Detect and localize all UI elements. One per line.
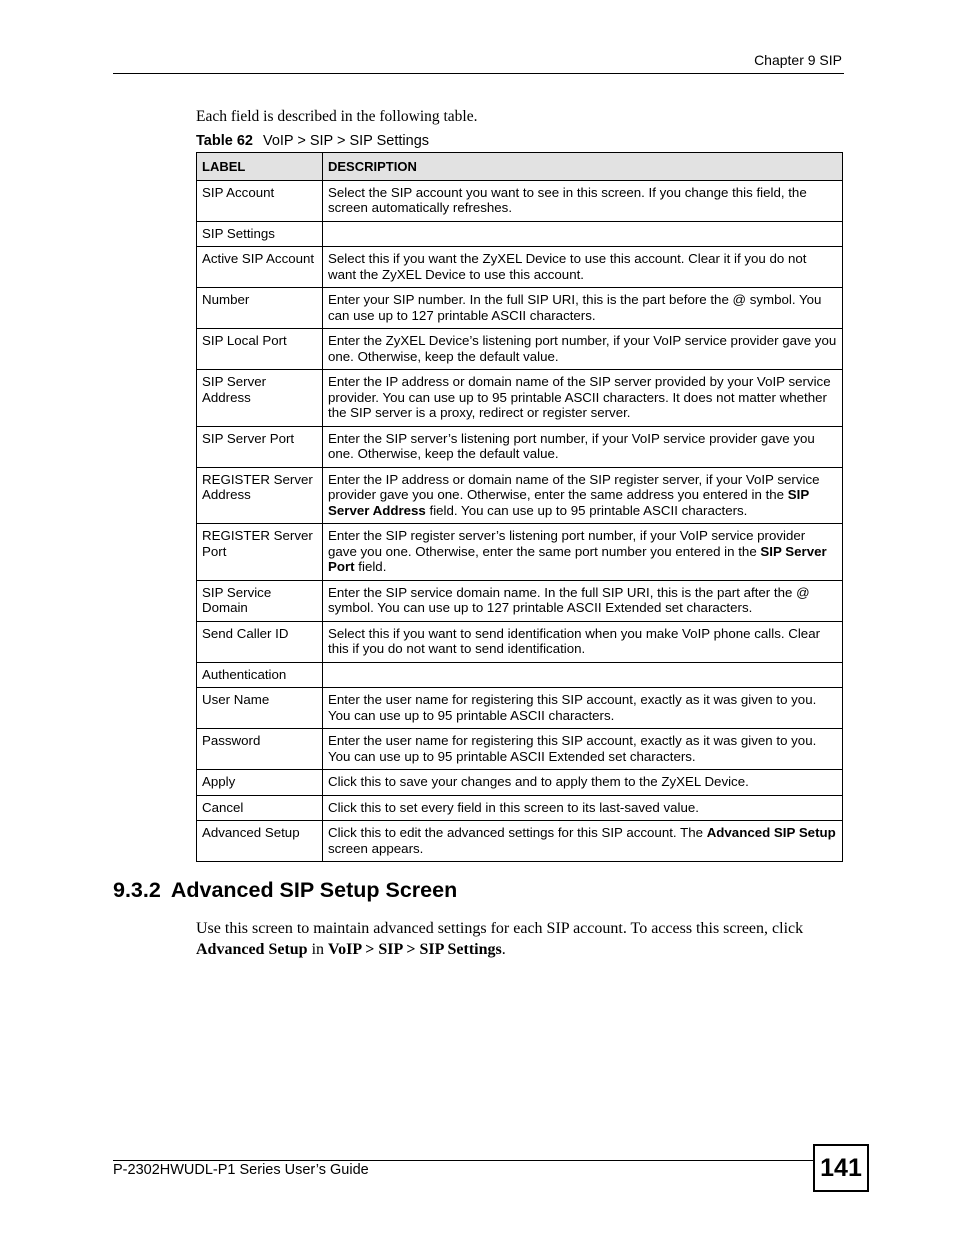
table-row — [197, 580, 843, 621]
section-title: Advanced SIP Setup Screen — [170, 878, 458, 902]
row-description: Enter the IP address or domain name of the SIP server provided by your VoIP service provider. You can use up to 95 printable ASCII characters. It does not matter whether the SIP server is a proxy, redirect or register server. — [323, 370, 843, 427]
sip-settings-table — [196, 152, 842, 862]
row-description: Enter the IP address or domain name of the SIP register server, if your VoIP service provider gave you one. Otherwise, enter the same address you entered in the SIP Server Address field. You can use up to 95 printable ASCII characters. — [323, 467, 843, 524]
table-row — [197, 662, 843, 688]
footer-guide-title: P-2302HWUDL-P1 Series User’s Guide — [113, 1162, 369, 1178]
row-label: SIP Local Port — [197, 329, 323, 370]
table-row — [197, 288, 843, 329]
row-description: Click this to edit the advanced settings for this SIP account. The Advanced SIP Setup screen appears. — [323, 821, 843, 862]
row-description: Select this if you want the ZyXEL Device to use this account. Clear it if you do not want the ZyXEL Device to use this account. — [323, 247, 843, 288]
row-description — [323, 662, 843, 688]
section-number: 9.3.2 — [113, 878, 161, 902]
chapter-header: Chapter 9 SIP — [754, 52, 842, 68]
section-heading — [113, 878, 457, 903]
row-description: Select this if you want to send identification when you make VoIP phone calls. Clear this if you do not want to send identification. — [323, 621, 843, 662]
table-row — [197, 329, 843, 370]
row-description: Enter the SIP server’s listening port number, if your VoIP service provider gave you one. Otherwise, keep the default value. — [323, 426, 843, 467]
row-label: SIP Server Port — [197, 426, 323, 467]
table-row — [197, 524, 843, 581]
row-label: Authentication — [197, 662, 323, 688]
row-description: Enter the user name for registering this SIP account, exactly as it was given to you. You can use up to 95 printable ASCII characters. — [323, 688, 843, 729]
row-label: REGISTER Server Port — [197, 524, 323, 581]
row-label: SIP Settings — [197, 221, 323, 247]
table-caption — [196, 133, 429, 149]
table-row — [197, 247, 843, 288]
row-label: SIP Server Address — [197, 370, 323, 427]
row-label: Apply — [197, 770, 323, 796]
row-label: Number — [197, 288, 323, 329]
column-header-label: LABEL — [197, 153, 323, 181]
row-description: Enter the SIP service domain name. In the full SIP URI, this is the part after the @ symbol. You can use up to 127 printable ASCII Extended set characters. — [323, 580, 843, 621]
table-row — [197, 795, 843, 821]
table-row — [197, 821, 843, 862]
row-description: Enter your SIP number. In the full SIP URI, this is the part before the @ symbol. You can use up to 127 printable ASCII characters. — [323, 288, 843, 329]
table-row — [197, 370, 843, 427]
row-description: Click this to save your changes and to apply them to the ZyXEL Device. — [323, 770, 843, 796]
table-row — [197, 221, 843, 247]
row-label: Advanced Setup — [197, 821, 323, 862]
table-row — [197, 729, 843, 770]
row-description — [323, 221, 843, 247]
table-row — [197, 180, 843, 221]
row-label: Cancel — [197, 795, 323, 821]
row-label: REGISTER Server Address — [197, 467, 323, 524]
row-description: Enter the ZyXEL Device’s listening port number, if your VoIP service provider gave you one. Otherwise, keep the default value. — [323, 329, 843, 370]
table-row — [197, 770, 843, 796]
table-row — [197, 621, 843, 662]
row-description: Enter the SIP register server’s listening port number, if your VoIP service provider gave you one. Otherwise, enter the same port number you entered in the SIP Server Port field. — [323, 524, 843, 581]
row-description: Enter the user name for registering this SIP account, exactly as it was given to you. You can use up to 95 printable ASCII Extended set characters. — [323, 729, 843, 770]
table-row — [197, 467, 843, 524]
table-header-row — [197, 153, 843, 181]
column-header-description: DESCRIPTION — [323, 153, 843, 181]
row-description: Click this to set every field in this screen to its last-saved value. — [323, 795, 843, 821]
table-row — [197, 688, 843, 729]
intro-text: Each field is described in the following table. — [196, 108, 478, 125]
header-divider — [113, 73, 844, 74]
table-caption-label: Table 62 — [196, 133, 253, 149]
row-label: Send Caller ID — [197, 621, 323, 662]
table-caption-title: VoIP > SIP > SIP Settings — [262, 133, 430, 149]
body-paragraph: Use this screen to maintain advanced settings for each SIP account. To access this screen, click Advanced Setup in VoIP > SIP > SIP Settings. — [196, 920, 804, 958]
footer-divider — [113, 1160, 813, 1161]
row-label: User Name — [197, 688, 323, 729]
row-label: Password — [197, 729, 323, 770]
row-label: SIP Service Domain — [197, 580, 323, 621]
page-number: 141 — [813, 1144, 869, 1192]
row-description: Select the SIP account you want to see in this screen. If you change this field, the screen automatically refreshes. — [323, 180, 843, 221]
table-row — [197, 426, 843, 467]
row-label: Active SIP Account — [197, 247, 323, 288]
row-label: SIP Account — [197, 180, 323, 221]
